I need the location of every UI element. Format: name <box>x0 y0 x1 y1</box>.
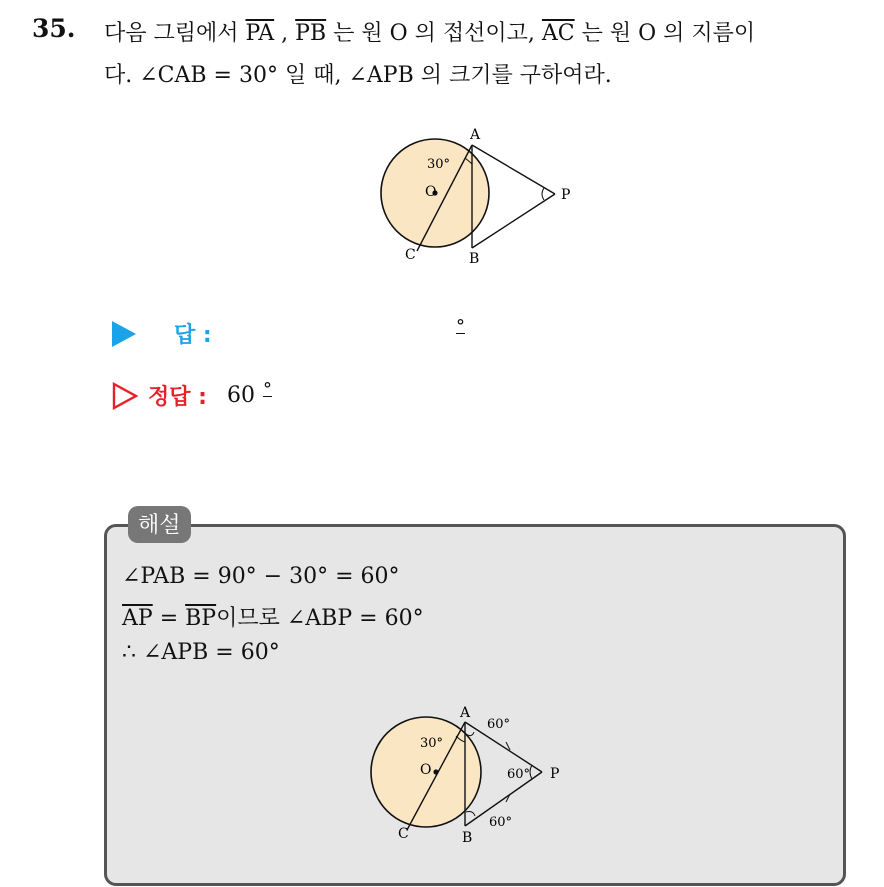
segment-bp: $\overline{BP}$ <box>185 606 217 631</box>
label-angle-a-60: 60° <box>487 717 511 732</box>
label-o: O <box>425 184 437 200</box>
segment-ap: $\overline{AP}$ <box>122 606 153 631</box>
label-c: C <box>405 247 416 263</box>
label-p: P <box>561 187 571 203</box>
label-angle-p-60: 60° <box>507 767 531 782</box>
answer-row <box>112 318 212 349</box>
play-icon <box>112 321 136 347</box>
label-b: B <box>469 251 480 267</box>
label-b-2: B <box>462 830 473 846</box>
label-c-2: C <box>398 826 409 842</box>
triangle-outline-icon <box>112 382 138 410</box>
solution-line-1: ∠PAB = 90° − 30° = 60° <box>122 564 400 589</box>
label-angle-30: 30° <box>427 157 451 172</box>
question-line-2: 다. ∠CAB = 30° 일 때, ∠APB 의 크기를 구하여라. <box>104 63 612 88</box>
label-angle-30-2: 30° <box>420 736 444 751</box>
solution-tag: 해설 <box>128 506 191 543</box>
solution-line-2: $\overline{AP} = \overline{BP}$이므로 ∠ABP = 60° <box>122 606 424 631</box>
segment-pa: $\overline{PA}$ <box>245 21 275 46</box>
segment-pb: $\overline{PB}$ <box>295 21 327 46</box>
label-a-2: A <box>460 705 471 721</box>
correct-answer-row <box>112 380 272 411</box>
answer-unit: ° <box>456 316 465 337</box>
solution-line-3: ∴ ∠APB = 60° <box>122 640 280 665</box>
correct-unit: ° <box>262 379 272 400</box>
label-angle-b-60: 60° <box>489 815 513 830</box>
angle-arc-p <box>542 188 544 200</box>
label-o-2: O <box>420 762 432 778</box>
label-a: A <box>470 127 481 143</box>
correct-value: 60 <box>226 383 255 408</box>
center-point-2 <box>433 769 438 774</box>
segment-ac: $\overline{AC}$ <box>541 21 575 46</box>
figure-solution <box>370 702 580 850</box>
question-number: 35. <box>32 14 76 43</box>
label-p-2: P <box>550 766 560 782</box>
answer-label: 답 : <box>174 323 212 348</box>
question-line-1: 다음 그림에서 $\overline{PA}$ , $\overline{PB}$ 는 원 O 의 접선이고, $\overline{AC}$ 는 원 O 의 지름이 <box>104 21 756 46</box>
correct-label: 정답 : <box>148 385 207 410</box>
figure-circle-tangents <box>380 124 590 269</box>
